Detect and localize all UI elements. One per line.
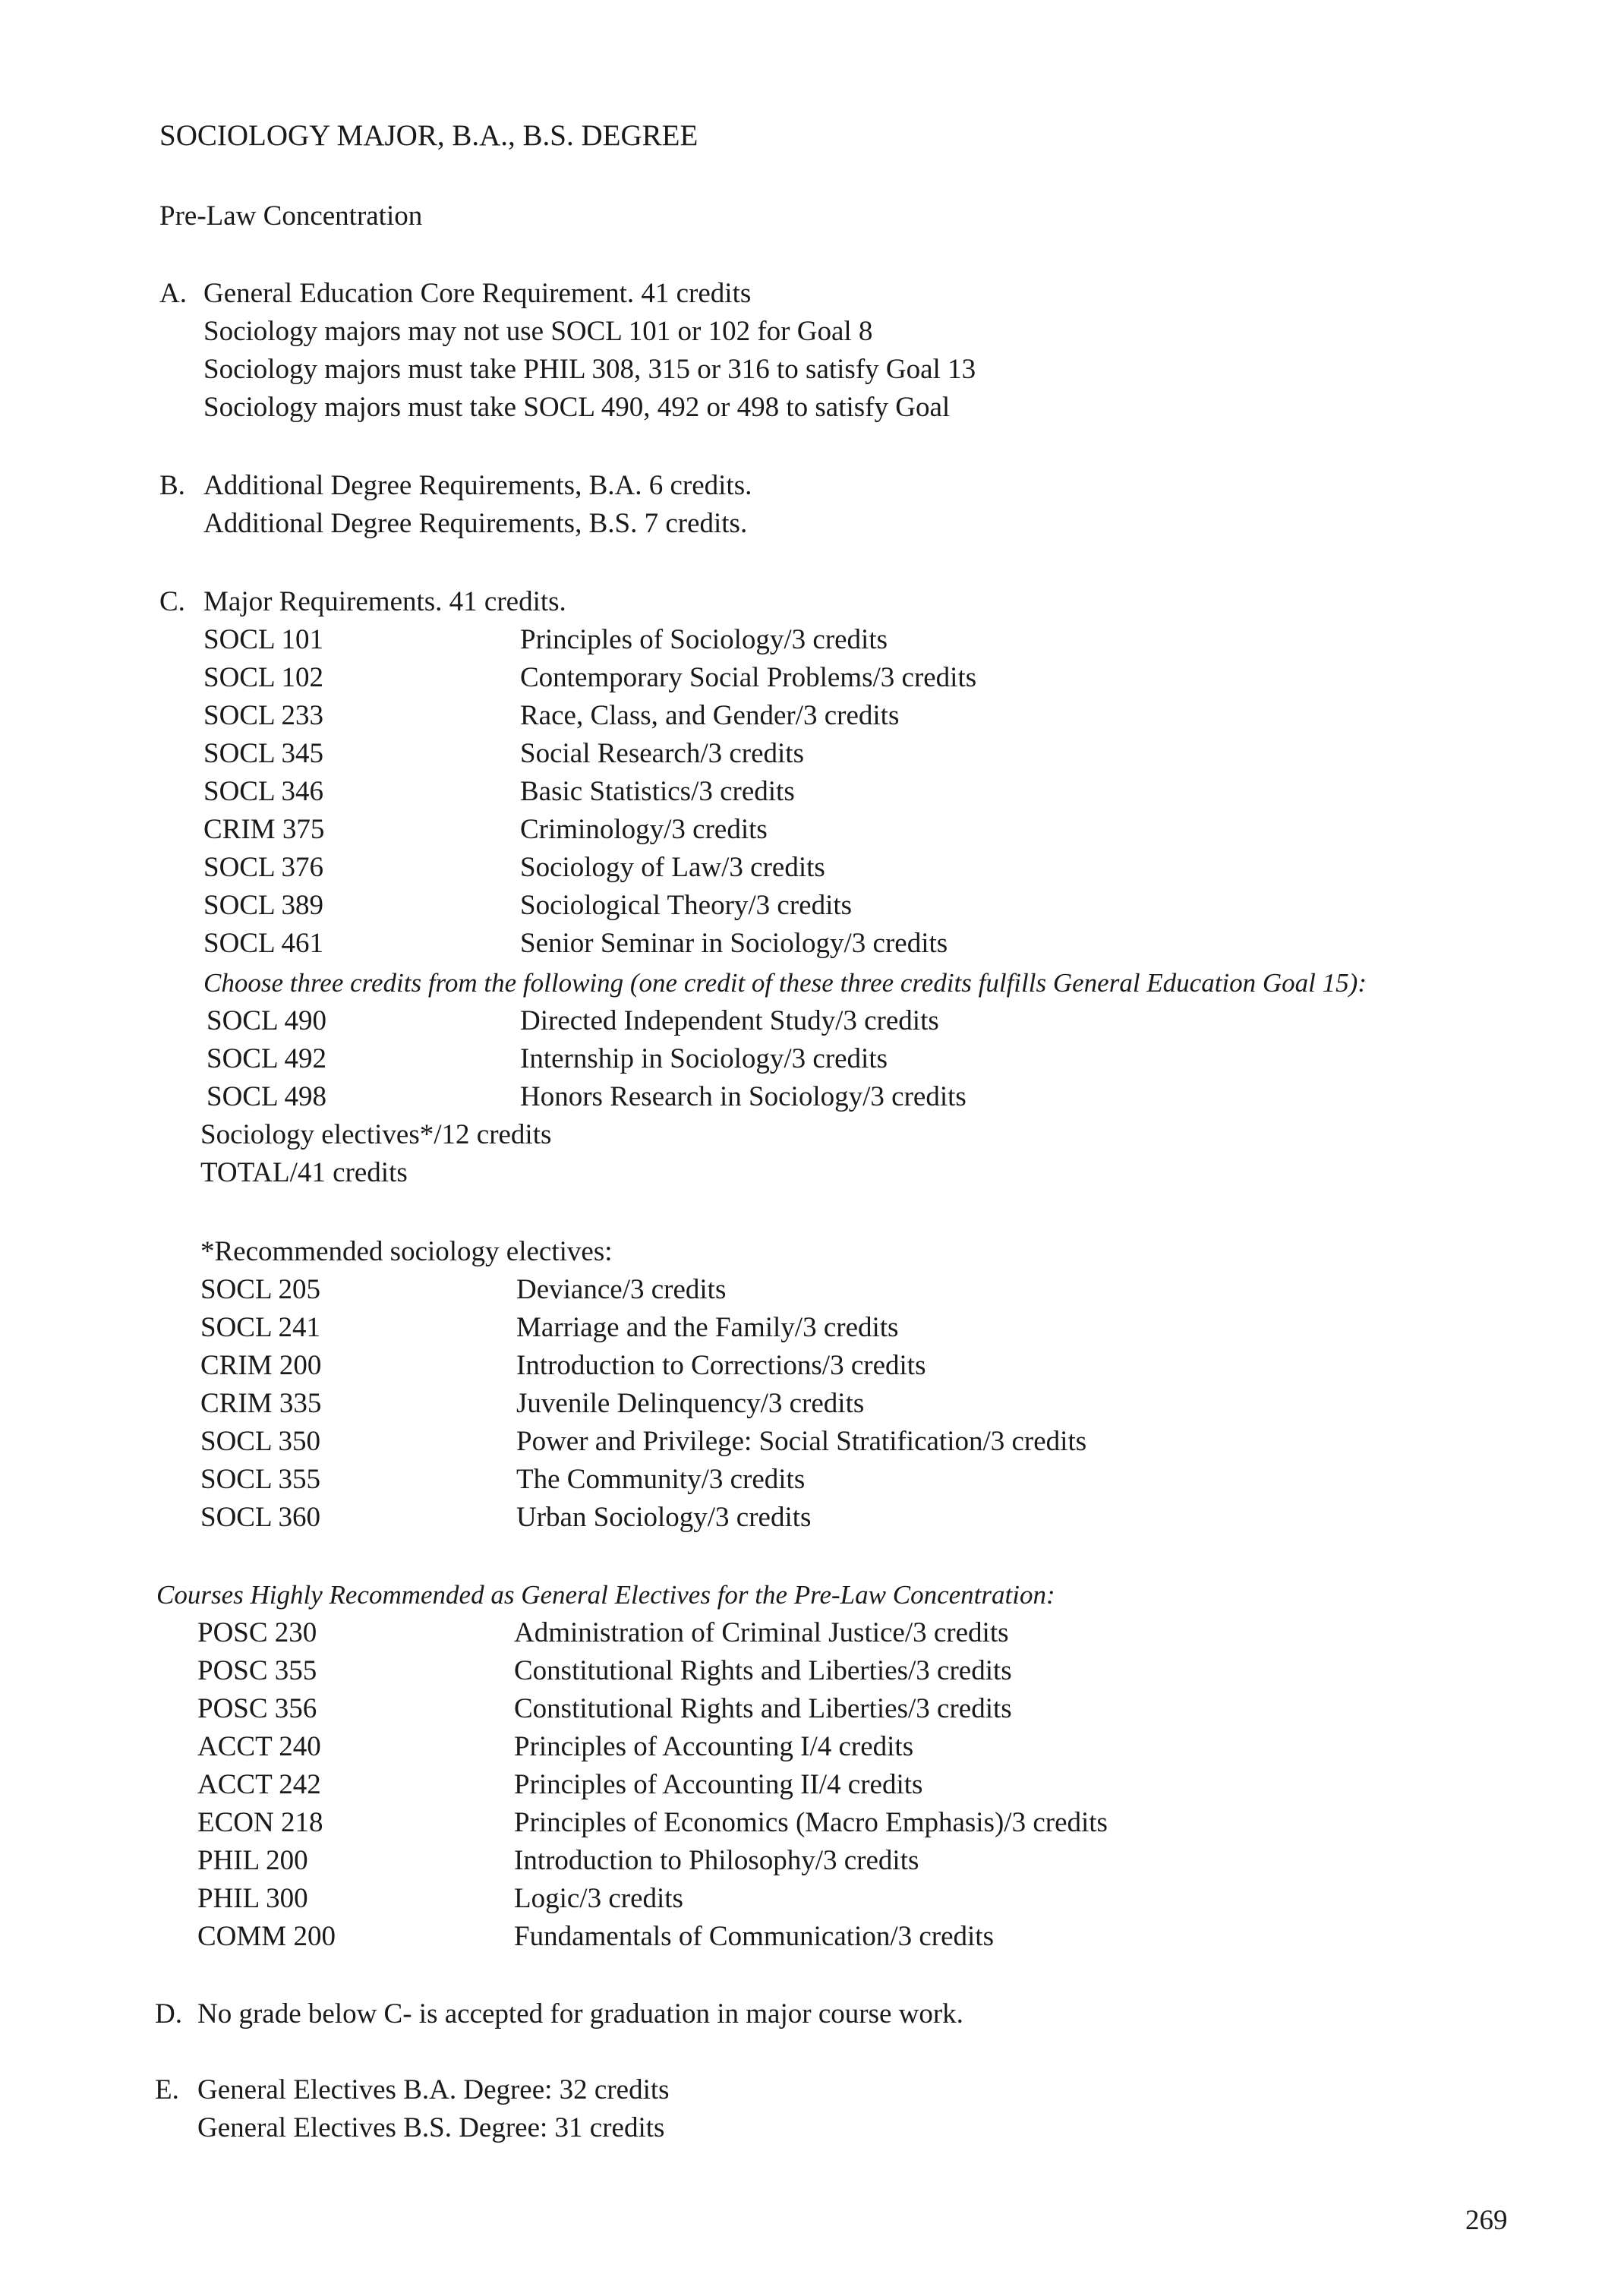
course-desc: Introduction to Corrections/3 credits xyxy=(516,1350,926,1381)
course-code: SOCL 345 xyxy=(203,738,323,769)
course-code: CRIM 200 xyxy=(200,1350,322,1381)
course-code: SOCL 350 xyxy=(200,1426,320,1457)
course-desc: The Community/3 credits xyxy=(516,1464,806,1495)
course-desc: Juvenile Delinquency/3 credits xyxy=(516,1388,865,1419)
course-desc: Honors Research in Sociology/3 credits xyxy=(520,1081,967,1112)
total-line: TOTAL/41 credits xyxy=(200,1157,408,1188)
page-subtitle: Pre-Law Concentration xyxy=(159,200,423,232)
course-desc: Fundamentals of Communication/3 credits xyxy=(514,1921,994,1952)
course-code: SOCL 101 xyxy=(203,624,323,655)
course-code: ACCT 242 xyxy=(197,1769,321,1800)
course-desc: Constitutional Rights and Liberties/3 credits xyxy=(514,1655,1012,1686)
course-desc: Principles of Accounting II/4 credits xyxy=(514,1769,923,1800)
section-d-text: No grade below C- is accepted for graduation in major course work. xyxy=(197,1998,963,2030)
section-d-letter: D. xyxy=(155,1998,182,2030)
course-code: SOCL 233 xyxy=(203,700,323,731)
course-code: SOCL 376 xyxy=(203,852,323,883)
section-b-line: Additional Degree Requirements, B.A. 6 credits. xyxy=(203,470,752,501)
section-b-line: Additional Degree Requirements, B.S. 7 credits. xyxy=(203,508,748,539)
course-desc: Directed Independent Study/3 credits xyxy=(520,1005,939,1036)
course-desc: Race, Class, and Gender/3 credits xyxy=(520,700,900,731)
section-e-line: General Electives B.S. Degree: 31 credits xyxy=(197,2112,665,2143)
course-desc: Contemporary Social Problems/3 credits xyxy=(520,662,977,693)
section-c-letter: C. xyxy=(159,586,185,617)
course-desc: Marriage and the Family/3 credits xyxy=(516,1312,899,1343)
course-desc: Administration of Criminal Justice/3 credits xyxy=(514,1617,1009,1648)
course-code: SOCL 492 xyxy=(207,1043,326,1074)
course-desc: Introduction to Philosophy/3 credits xyxy=(514,1845,919,1876)
section-a-line: Sociology majors may not use SOCL 101 or 102 for Goal 8 xyxy=(203,316,873,347)
course-code: POSC 230 xyxy=(197,1617,317,1648)
course-code: ECON 218 xyxy=(197,1807,323,1838)
course-code: SOCL 241 xyxy=(200,1312,320,1343)
course-desc: Logic/3 credits xyxy=(514,1883,683,1914)
course-desc: Power and Privilege: Social Stratification/3 credits xyxy=(516,1426,1087,1457)
course-code: SOCL 360 xyxy=(200,1502,320,1533)
course-desc: Urban Sociology/3 credits xyxy=(516,1502,812,1533)
course-code: SOCL 498 xyxy=(207,1081,326,1112)
choose-note: Choose three credits from the following (one credit of these three credits fulfills General Education Goal 15): xyxy=(203,968,1367,998)
section-a-letter: A. xyxy=(159,278,187,309)
section-b-letter: B. xyxy=(159,470,185,501)
course-code: ACCT 240 xyxy=(197,1731,321,1762)
course-desc: Deviance/3 credits xyxy=(516,1274,727,1305)
section-e-line: General Electives B.A. Degree: 32 credits xyxy=(197,2074,670,2105)
course-code: SOCL 490 xyxy=(207,1005,326,1036)
page-title: SOCIOLOGY MAJOR, B.A., B.S. DEGREE xyxy=(159,119,698,152)
electives-line: Sociology electives*/12 credits xyxy=(200,1119,552,1150)
course-code: CRIM 335 xyxy=(200,1388,322,1419)
course-code: PHIL 200 xyxy=(197,1845,308,1876)
course-desc: Principles of Sociology/3 credits xyxy=(520,624,888,655)
course-code: POSC 355 xyxy=(197,1655,317,1686)
course-code: POSC 356 xyxy=(197,1693,317,1724)
course-desc: Senior Seminar in Sociology/3 credits xyxy=(520,928,948,959)
course-desc: Social Research/3 credits xyxy=(520,738,804,769)
course-desc: Criminology/3 credits xyxy=(520,814,768,845)
section-a-line: Sociology majors must take SOCL 490, 492 or 498 to satisfy Goal xyxy=(203,392,951,423)
course-desc: Internship in Sociology/3 credits xyxy=(520,1043,888,1074)
course-code: SOCL 461 xyxy=(203,928,323,959)
section-e-letter: E. xyxy=(155,2074,179,2105)
section-a-heading: General Education Core Requirement. 41 credits xyxy=(203,278,752,309)
prelaw-heading: Courses Highly Recommended as General Electives for the Pre-Law Concentration: xyxy=(156,1580,1055,1610)
course-code: PHIL 300 xyxy=(197,1883,308,1914)
course-code: SOCL 205 xyxy=(200,1274,320,1305)
course-code: SOCL 102 xyxy=(203,662,323,693)
page-number: 269 xyxy=(1465,2205,1508,2236)
course-desc: Constitutional Rights and Liberties/3 credits xyxy=(514,1693,1012,1724)
section-a-line: Sociology majors must take PHIL 308, 315 or 316 to satisfy Goal 13 xyxy=(203,354,976,385)
course-desc: Principles of Accounting I/4 credits xyxy=(514,1731,914,1762)
course-code: COMM 200 xyxy=(197,1921,336,1952)
course-desc: Sociology of Law/3 credits xyxy=(520,852,825,883)
course-code: SOCL 346 xyxy=(203,776,323,807)
course-desc: Sociological Theory/3 credits xyxy=(520,890,853,921)
course-desc: Principles of Economics (Macro Emphasis)/3 credits xyxy=(514,1807,1108,1838)
course-code: CRIM 375 xyxy=(203,814,325,845)
recommended-heading: *Recommended sociology electives: xyxy=(200,1236,613,1267)
section-c-heading: Major Requirements. 41 credits. xyxy=(203,586,566,617)
course-code: SOCL 389 xyxy=(203,890,323,921)
course-code: SOCL 355 xyxy=(200,1464,320,1495)
course-desc: Basic Statistics/3 credits xyxy=(520,776,795,807)
